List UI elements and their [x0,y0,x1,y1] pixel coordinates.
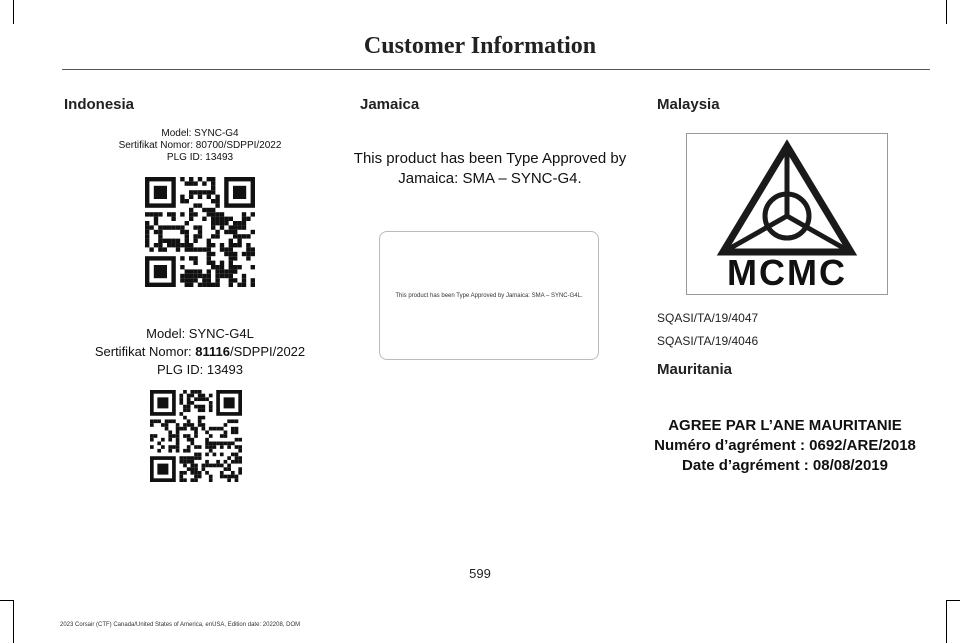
mauritania-approval-text: AGREE PAR L’ANE MAURITANIE Numéro d’agrément : 0692/ARE/2018 Date d’agrément : 08/08/2019 [654,417,916,474]
malaysia-code-1: SQASI/TA/19/4047 [657,311,759,325]
indonesia-label-2 [80,325,320,379]
footer-edition-text: 2023 Corsair (CTF) Canada/United States of America, enUSA, Edition date: 202208, DOM [60,622,301,628]
indonesia-heading: Indonesia [64,96,135,113]
qr-code-icon [145,177,255,287]
crop-mark [0,600,14,601]
page-number: 599 [469,566,491,581]
crop-mark [13,600,14,643]
malaysia-code-2: SQASI/TA/19/4046 [657,334,759,348]
jamaica-statement: This product has been Type Approved by Jamaica: SMA – SYNC-G4. [353,150,627,187]
page-title: Customer Information [363,33,597,59]
header-rule [62,69,930,70]
jamaica-label-text: This product has been Type Approved by Jamaica: SMA – SYNC-G4L. [395,292,583,299]
indonesia-label-1 [80,128,320,164]
crop-mark [946,600,960,601]
malaysia-heading: Malaysia [657,96,720,113]
jamaica-heading: Jamaica [360,96,420,113]
mcmc-logo [686,133,888,295]
certificate-text: Sertifikat Nomor: 81116/SDPPI/2022 [94,344,306,359]
qr-code-icon [150,390,242,482]
plg-id-text: PLG ID: 13493 [166,152,234,163]
certificate-text: Sertifikat Nomor: 80700/SDPPI/2022 [118,140,282,151]
jamaica-approval-label [379,231,599,360]
model-text: Model: SYNC-G4 [161,128,239,139]
mcmc-logo-text: MCMC [727,252,847,293]
mauritania-heading: Mauritania [657,361,733,378]
crop-mark [946,600,947,643]
plg-id-text: PLG ID: 13493 [157,362,243,377]
model-text: Model: SYNC-G4L [146,326,254,341]
crop-mark [946,0,947,24]
crop-mark [13,0,14,24]
